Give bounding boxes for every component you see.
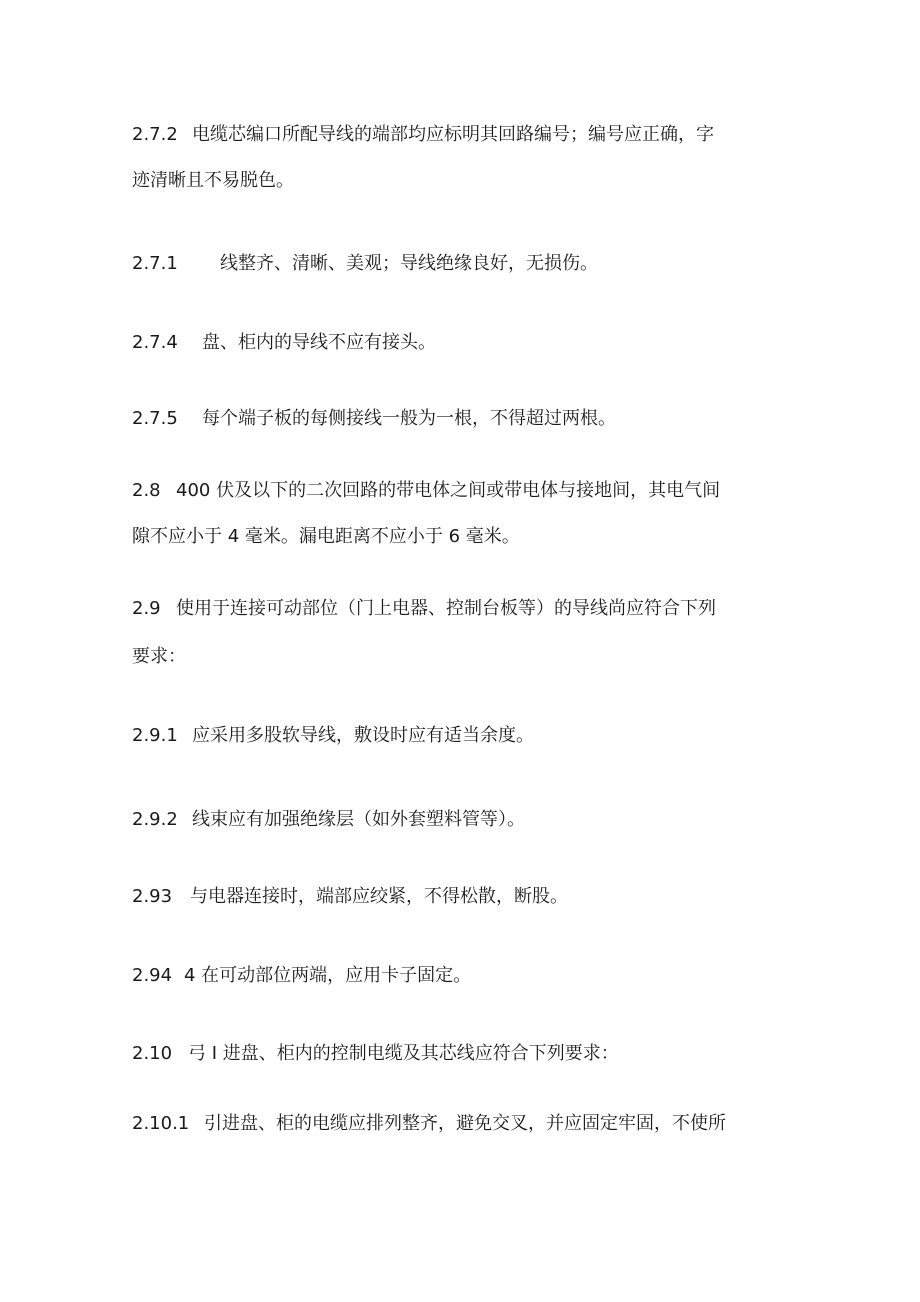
clause-text-line: 使用于连接可动部位（门上电器、控制台板等）的导线尚应符合下列 [176,598,716,619]
clause-2-9-2 [132,797,792,843]
clause-text-line: 每个端子板的每侧接线一般为一根，不得超过两根。 [202,408,616,429]
clause-text-line: 线束应有加强绝缘层（如外套塑料管等）。 [192,809,525,830]
clause-number: 2.7.2 [132,124,178,145]
clause-text-line: 电缆芯编口所配导线的端部均应标明其回路编号；编号应正确，字 [192,124,714,145]
clause-text-line: 与电器连接时，端部应绞紧，不得松散，断股。 [190,886,568,907]
clause-text-line: 400 伏及以下的二次回路的带电体之间或带电体与接地间，其电气间 [176,480,721,501]
clause-text-line: 迹清晰且不易脱色。 [132,170,294,191]
clause-2-7-2 [132,112,792,204]
clause-2-10-1 [132,1101,792,1147]
clause-number: 2.9.2 [132,809,178,830]
clause-2-9-1 [132,713,792,759]
clause-2-9 [132,586,792,680]
clause-text-line: 线整齐、清晰、美观；导线绝缘良好，无损伤。 [220,253,598,274]
clause-number: 2.8 [132,480,161,501]
clause-2-10 [132,1031,792,1077]
clause-text-line: 4 在可动部位两端，应用卡子固定。 [184,965,472,986]
clause-text-line: 弓 I 进盘、柜内的控制电缆及其芯线应符合下列要求： [188,1043,619,1064]
clause-number: 2.10 [132,1043,173,1064]
clause-number: 2.10.1 [132,1113,190,1134]
clause-number: 2.7.4 [132,332,178,353]
clause-number: 2.93 [132,886,173,907]
clause-number: 2.94 [132,965,173,986]
clause-text-line: 要求： [132,646,186,667]
clause-2-94 [132,953,792,999]
clause-2-7-5 [132,396,792,442]
clause-number: 2.7.5 [132,408,178,429]
clause-text-line: 盘、柜内的导线不应有接头。 [202,332,436,353]
clause-2-8 [132,468,792,560]
clause-number: 2.7.1 [132,253,178,274]
clause-2-7-1 [132,241,792,287]
clause-number: 2.9 [132,598,161,619]
clause-2-7-4 [132,320,792,366]
clause-2-93 [132,874,792,920]
clause-text-line: 隙不应小于 4 毫米。漏电距离不应小于 6 毫米。 [132,526,520,547]
clause-number: 2.9.1 [132,725,178,746]
clause-text-line: 应采用多股软导线，敷设时应有适当余度。 [192,725,534,746]
clause-text-line: 引进盘、柜的电缆应排列整齐，避免交叉，并应固定牢固，不使所 [204,1113,726,1134]
